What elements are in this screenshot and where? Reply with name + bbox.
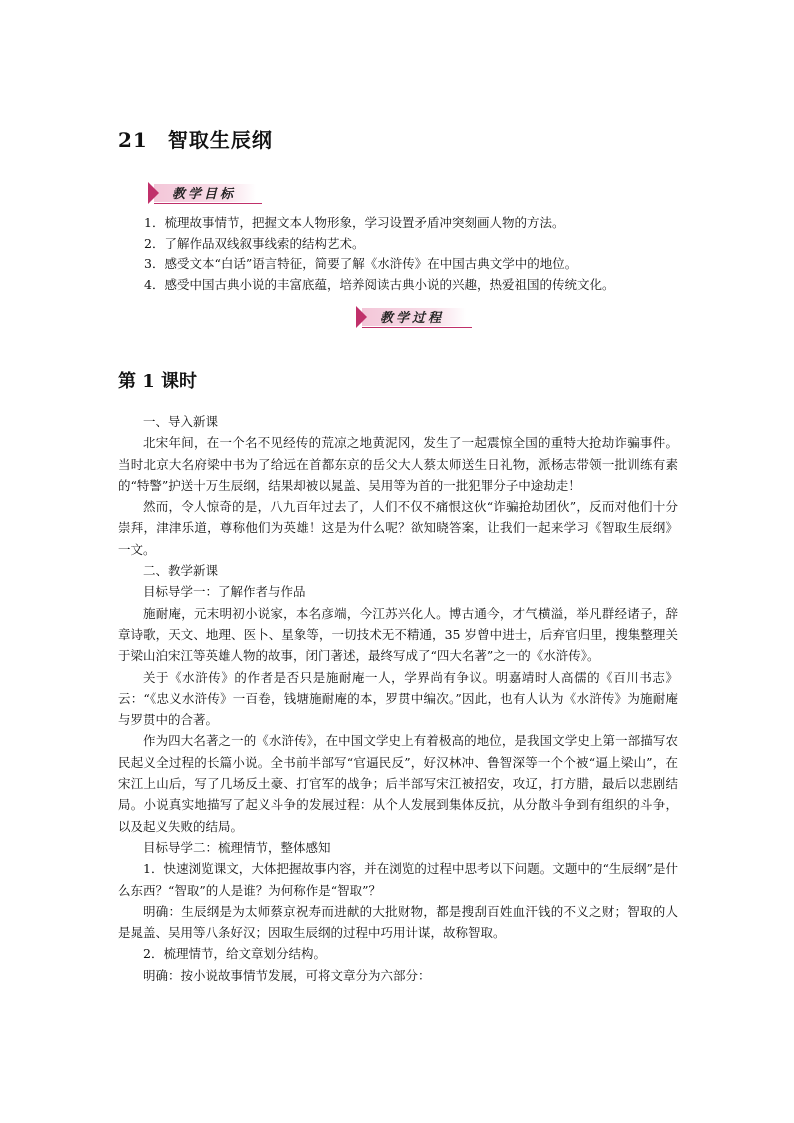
paragraph: 明确：生辰纲是为太师蔡京祝寿而进献的大批财物，都是搜刮百姓血汗钱的不义之财；智取的人是晁盖、吴用等八条好汉；因取生辰纲的过程中巧用计谋，故称智取。 bbox=[118, 903, 678, 941]
lesson-body bbox=[118, 411, 678, 986]
banner-marker-icon bbox=[356, 306, 367, 328]
teaching-process-heading: 教学过程 bbox=[380, 311, 445, 326]
paragraph: 然而，令人惊奇的是，八九百年过去了，人们不仅不痛恨这伙“诈骗抢劫团伙”，反而对他们十分崇拜，津津乐道，尊称他们为英雄！这是为什么呢？欲知晓答案，让我们一起来学习《智取生辰纲》一文。 bbox=[118, 499, 678, 557]
paragraph: 一、导入新课 bbox=[143, 414, 219, 429]
paragraph: 北宋年间，在一个名不见经传的荒凉之地黄泥冈，发生了一起震惊全国的重特大抢劫诈骗事件。当时北京大名府梁中书为了给远在首都东京的岳父大人蔡太师送生日礼物，派杨志带领一批训练有素的“特警”护送十万生辰纲，结果却被以晁盖、吴用等为首的一批犯罪分子中途劫走！ bbox=[118, 435, 678, 493]
goal-item: 3．感受文本“白话”语言特征，简要了解《水浒传》在中国古典文学中的地位。 bbox=[144, 256, 578, 271]
banner-marker-icon bbox=[148, 182, 159, 204]
paragraph: 二、教学新课 bbox=[143, 563, 219, 579]
paragraph: 作为四大名著之一的《水浒传》，在中国文学史上有着极高的地位，是我国文学史上第一部描写农民起义全过程的长篇小说。全书前半部写“官逼民反”，好汉林冲、鲁智深等一个个被“逼上梁山”，在宋江上山后，写了几场反土豪、打官军的战争；后半部写宋江被招安，攻辽，打方腊，最后以悲剧结局。小说真实地描写了起义斗争的发展过程：从个人发展到集体反抗，从分散斗争到有组织的斗争，以及起义失败的结局。 bbox=[118, 733, 678, 834]
lesson-title bbox=[118, 124, 273, 153]
goal-item: 1．梳理故事情节，把握文本人物形象，学习设置矛盾冲突刻画人物的方法。 bbox=[144, 215, 565, 230]
paragraph: 目标导学一：了解作者与作品 bbox=[143, 584, 306, 600]
goal-item: 2．了解作品双线叙事线索的结构艺术。 bbox=[144, 235, 365, 251]
teaching-goals-list bbox=[144, 213, 614, 295]
lesson-number: 21 bbox=[118, 128, 148, 152]
teaching-goals-heading: 教学目标 bbox=[172, 187, 237, 202]
goal-item: 4．感受中国古典小说的丰富底蕴，培养阅读古典小说的兴趣，热爱祖国的传统文化。 bbox=[144, 276, 615, 292]
teaching-process-banner bbox=[356, 306, 466, 328]
section-title: 第 1 课时 bbox=[118, 371, 198, 392]
paragraph: 施耐庵，元末明初小说家，本名彦端，今江苏兴化人。博古通今，才气横溢，举凡群经诸子，辞章诗歌，天文、地理、医卜、星象等，一切技术无不精通，35 岁曾中进士，后弃官归里，搜集整理关于梁山泊宋江等英雄人物的故事，闭门著述，最终写成了“四大名著”之一的《水浒传》。 bbox=[118, 605, 678, 664]
paragraph: 关于《水浒传》的作者是否只是施耐庵一人，学界尚有争议。明嘉靖时人高儒的《百川书志》云：“《忠义水浒传》一百卷，钱塘施耐庵的本，罗贯中编次。”因此，也有人认为《水浒传》为施耐庵与罗贯中的合著。 bbox=[118, 669, 678, 728]
paragraph: 明确：按小说故事情节发展，可将文章分为六部分： bbox=[143, 967, 431, 983]
paragraph: 2．梳理情节，给文章划分结构。 bbox=[143, 946, 326, 962]
teaching-goals-banner bbox=[148, 182, 256, 204]
paragraph: 目标导学二：梳理情节，整体感知 bbox=[143, 839, 331, 855]
lesson-title-text: 智取生辰纲 bbox=[167, 128, 273, 152]
paragraph: 1．快速浏览课文，大体把握故事内容，并在浏览的过程中思考以下问题。文题中的“生辰纲”是什么东西？“智取”的人是谁？为何称作是“智取”？ bbox=[118, 861, 678, 898]
